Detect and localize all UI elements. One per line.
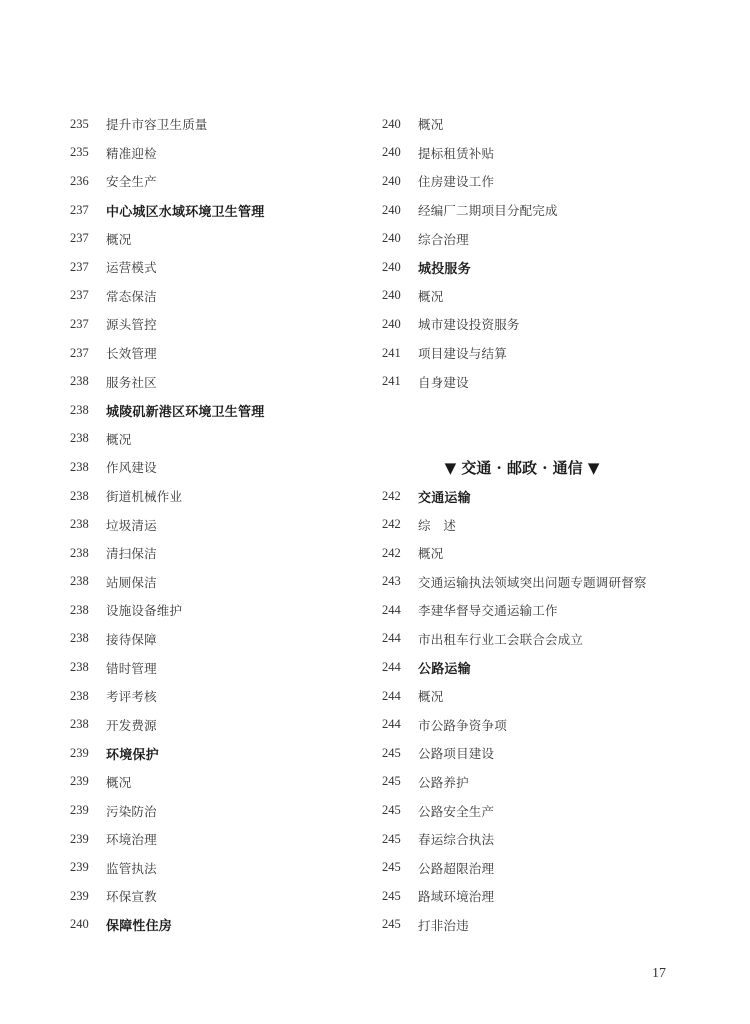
toc-entry-title: 服务社区 [106,374,157,390]
toc-page-number: 242 [382,488,401,503]
toc-entry[interactable] [382,510,702,539]
toc-entry-title: 概况 [418,288,444,304]
toc-left-column [70,110,370,939]
toc-page-number: 240 [382,202,401,217]
section-header-transport-post-telecom: ▼ 交通 · 邮政 · 通信 ▼ [444,458,600,477]
toc-entry-title: 环境治理 [106,832,157,848]
toc-page-number: 237 [70,259,89,274]
toc-entry-title: 环保宣教 [106,889,157,905]
toc-entry[interactable] [382,911,702,940]
toc-page-number: 238 [70,574,89,589]
toc-page-number: 236 [70,173,89,188]
toc-entry-title: 春运综合执法 [418,832,495,848]
toc-page-number: 245 [382,831,401,846]
toc-page-number: 241 [382,374,401,389]
spacer [382,396,702,425]
toc-page-number: 238 [70,688,89,703]
toc-right-column [382,110,702,939]
toc-entry-title: 提标租赁补贴 [418,145,495,161]
toc-entry[interactable] [382,768,702,797]
toc-entry[interactable] [382,739,702,768]
toc-entry-title: 自身建设 [418,374,469,390]
toc-page-number: 240 [382,288,401,303]
toc-entry[interactable] [70,224,370,253]
toc-entry-title: 项目建设与结算 [418,346,507,362]
toc-entry[interactable] [70,768,370,797]
toc-entry-title: 路域环境治理 [418,889,495,905]
toc-entry-title: 作风建设 [106,460,157,476]
toc-page-number: 235 [70,116,89,131]
toc-entry-title: 市出租车行业工会联合会成立 [418,631,584,647]
toc-entry-title: 概况 [106,774,132,790]
toc-entry[interactable] [70,853,370,882]
toc-entry[interactable] [382,310,702,339]
toc-entry-title: 交通运输 [418,490,471,506]
toc-page-number: 238 [70,717,89,732]
toc-entry[interactable] [382,568,702,597]
toc-entry-title: 城陵矶新港区环境卫生管理 [106,404,265,420]
toc-entry-title: 公路项目建设 [418,746,495,762]
toc-entry[interactable] [70,825,370,854]
toc-page-number: 244 [382,660,401,675]
toc-page-number: 239 [70,831,89,846]
toc-entry[interactable] [382,110,702,139]
toc-entry[interactable] [382,282,702,311]
toc-entry[interactable] [70,682,370,711]
toc-page-number: 240 [382,259,401,274]
toc-entry[interactable] [382,139,702,168]
toc-entry[interactable] [70,282,370,311]
toc-entry[interactable] [382,339,702,368]
toc-entry[interactable] [382,625,702,654]
toc-page-number: 240 [382,173,401,188]
toc-entry-title: 中心城区水域环境卫生管理 [106,204,265,220]
toc-page-number: 245 [382,917,401,932]
toc-entry[interactable] [382,796,702,825]
toc-entry[interactable] [382,596,702,625]
toc-page-number: 238 [70,660,89,675]
toc-entry[interactable] [70,710,370,739]
toc-section-heading[interactable] [70,396,370,425]
toc-page-number: 239 [70,803,89,818]
toc-entry-title: 长效管理 [106,346,157,362]
toc-entry-title: 交通运输执法领域突出问题专题调研督察 [418,574,647,590]
toc-entry-title: 环境保护 [106,747,159,763]
toc-page-number: 240 [70,917,89,932]
toc-entry[interactable] [382,367,702,396]
spacer [382,425,702,454]
toc-page-number: 240 [382,231,401,246]
toc-entry[interactable] [70,596,370,625]
toc-entry-title: 常态保洁 [106,288,157,304]
toc-page-number: 245 [382,774,401,789]
toc-page-number: 237 [70,202,89,217]
toc-entry-title: 保障性住房 [106,919,173,935]
toc-entry[interactable] [382,710,702,739]
toc-entry-title: 经编厂二期项目分配完成 [418,203,558,219]
toc-entry-title: 住房建设工作 [418,174,495,190]
toc-page-number: 238 [70,374,89,389]
toc-right-bottom-list [382,482,702,940]
toc-entry-title: 概况 [418,117,444,133]
toc-entry-title: 提升市容卫生质量 [106,117,208,133]
toc-entry-title: 城投服务 [418,261,471,277]
toc-page-number: 240 [382,145,401,160]
toc-entry[interactable] [70,453,370,482]
toc-entry-title: 公路安全生产 [418,803,495,819]
toc-page-number: 242 [382,545,401,560]
toc-entry-title: 城市建设投资服务 [418,317,520,333]
toc-entry[interactable] [382,853,702,882]
toc-page-number: 244 [382,717,401,732]
toc-page-number: 237 [70,231,89,246]
toc-entry[interactable] [382,224,702,253]
toc-page-number: 239 [70,745,89,760]
toc-section-heading[interactable] [382,482,702,511]
toc-section-heading[interactable] [70,739,370,768]
toc-entry[interactable] [70,253,370,282]
toc-page-number: 237 [70,288,89,303]
toc-entry[interactable] [70,510,370,539]
toc-page-number: 240 [382,316,401,331]
toc-entry[interactable] [70,167,370,196]
toc-entry-title: 监管执法 [106,860,157,876]
toc-page-number: 245 [382,803,401,818]
toc-page-number: 238 [70,402,89,417]
toc-entry[interactable] [382,196,702,225]
toc-page-number: 237 [70,345,89,360]
toc-page-number: 241 [382,345,401,360]
toc-entry-title: 打非治违 [418,917,469,933]
toc-entry[interactable] [70,110,370,139]
toc-entry-title: 综合治理 [418,231,469,247]
toc-entry-title: 垃圾清运 [106,517,157,533]
toc-entry[interactable] [70,568,370,597]
toc-entry-title: 运营模式 [106,260,157,276]
toc-page-number: 238 [70,602,89,617]
toc-entry-title: 设施设备维护 [106,603,183,619]
toc-entry[interactable] [382,682,702,711]
toc-entry[interactable] [382,882,702,911]
toc-entry-title: 街道机械作业 [106,489,183,505]
toc-entry[interactable] [70,796,370,825]
toc-page-number: 238 [70,431,89,446]
toc-entry[interactable] [70,367,370,396]
toc-section-heading[interactable] [382,653,702,682]
toc-page-number: 243 [382,574,401,589]
toc-entry-title: 考评考核 [106,689,157,705]
toc-entry-title: 开发费源 [106,717,157,733]
toc-entry[interactable] [70,139,370,168]
toc-entry-title: 李建华督导交通运输工作 [418,603,558,619]
toc-page-number: 237 [70,316,89,331]
toc-entry[interactable] [70,482,370,511]
toc-entry[interactable] [382,539,702,568]
toc-page-number: 245 [382,860,401,875]
toc-entry-title: 源头管控 [106,317,157,333]
toc-entry-title: 污染防治 [106,803,157,819]
toc-entry-title: 市公路争资争项 [418,717,507,733]
toc-page-number: 238 [70,459,89,474]
toc-page-number: 245 [382,745,401,760]
toc-entry[interactable] [70,882,370,911]
toc-entry[interactable] [70,539,370,568]
toc-page-number: 238 [70,545,89,560]
toc-entry[interactable] [70,425,370,454]
toc-page-number: 244 [382,688,401,703]
toc-page-number: 235 [70,145,89,160]
toc-entry[interactable] [70,625,370,654]
toc-entry[interactable] [70,339,370,368]
toc-page-number: 238 [70,488,89,503]
toc-entry-title: 概况 [106,231,132,247]
toc-section-heading[interactable] [70,196,370,225]
toc-entry-title: 错时管理 [106,660,157,676]
toc-entry-title: 清扫保洁 [106,546,157,562]
toc-entry-title: 安全生产 [106,174,157,190]
page-number: 17 [652,966,666,981]
toc-entry-title: 接待保障 [106,631,157,647]
toc-entry-title: 综 述 [418,517,457,533]
toc-right-top-list [382,110,702,396]
toc-entry[interactable] [382,167,702,196]
toc-page-number: 239 [70,774,89,789]
toc-page-number: 238 [70,631,89,646]
toc-entry-title: 站厕保洁 [106,574,157,590]
toc-page-number: 238 [70,517,89,532]
toc-page-number: 242 [382,517,401,532]
toc-entry[interactable] [70,310,370,339]
toc-section-heading[interactable] [70,911,370,940]
toc-entry-title: 公路运输 [418,662,471,678]
toc-entry[interactable] [382,825,702,854]
toc-entry-title: 概况 [418,546,444,562]
toc-entry[interactable] [70,653,370,682]
toc-page-number: 245 [382,888,401,903]
toc-entry-title: 精准迎检 [106,145,157,161]
toc-page-number: 244 [382,631,401,646]
toc-page-number: 239 [70,860,89,875]
toc-page-number: 240 [382,116,401,131]
toc-entry-title: 公路养护 [418,774,469,790]
toc-page-number: 239 [70,888,89,903]
toc-page-number: 244 [382,602,401,617]
toc-entry-title: 概况 [418,689,444,705]
toc-entry-title: 公路超限治理 [418,860,495,876]
toc-entry-title: 概况 [106,431,132,447]
toc-section-heading[interactable] [382,253,702,282]
